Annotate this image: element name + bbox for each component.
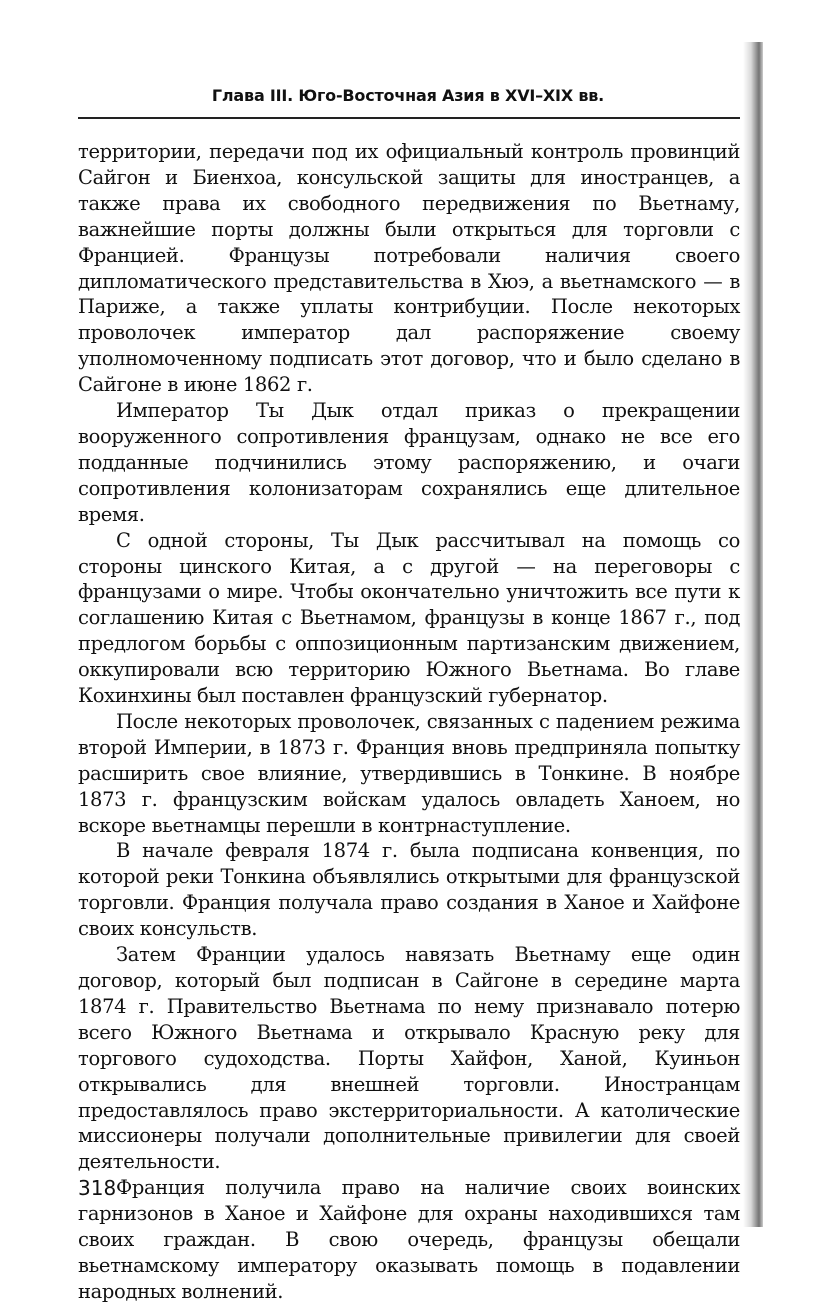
paragraph-5: В начале февраля 1874 г. была подписана конвенция, по которой реки Тонкина объявлялись открытыми для французской торговли. Франция получала право создания в Ханое и Хайфоне своих консульств. [78,839,740,941]
body-text [78,139,740,1305]
paragraph-2: Император Ты Дык отдал приказ о прекращении вооруженного сопротивления французам, однако не все его подданные подчинились этому распоряжению, и очаги сопротивления колонизаторам сохранялись еще длительное время. [78,399,740,526]
paragraph-3: С одной стороны, Ты Дык рассчитывал на помощь со стороны цинского Китая, а с другой — на переговоры с французами о мире. Чтобы окончательно уничтожить все пути к соглашению Китая с Вьетнамом, французы в конце 1867 г., под предлогом борьбы с оппозиционным партизанским движением, оккупировали всю территорию Южного Вьетнама. Во главе Кохинхины был поставлен французский губернатор. [78,528,740,708]
page-number: 318 [78,1176,117,1200]
paragraph-7: Франция получила право на наличие своих воинских гарнизонов в Ханое и Хайфоне для охраны находившихся там своих граждан. В свою очередь, французы обещали вьетнамскому императору оказывать помощь в подавлении народных волнений. [78,1176,740,1303]
running-head: Глава III. Юго-Восточная Азия в XVI–XIX вв. [211,86,605,105]
paragraph-4: После некоторых проволочек, связанных с падением режима второй Империи, в 1873 г. Франция вновь предприняла попытку расширить свое влияние, утвердившись в Тонкине. В ноябре 1873 г. французским войскам удалось овладеть Ханоем, но вскоре вьетнамцы перешли в контрнаступление. [78,709,740,837]
paragraph-1: территории, передачи под их официальный контроль провинций Сайгон и Биенхоа, консульской защиты для иностранцев, а также права их свободного передвижения по Вьетнаму, важнейшие порты должны были открыться для торговли с Францией. Французы потребовали наличия своего дипломатического представительства в Хюэ, а вьетнамского — в Париже, а также уплаты контрибуции. После некоторых проволочек император дал распоряжение своему уполномоченному подписать этот договор, что и было сделано в Сайгоне в июне 1862 г. [78,140,740,397]
header-rule [78,117,740,119]
scan-edge-shadow [743,42,763,1227]
paragraph-6: Затем Франции удалось навязать Вьетнаму еще один договор, который был подписан в Сайгоне в середине марта 1874 г. Правительство Вьетнама по нему признавало потерю всего Южного Вьетнама и открывало Красную реку для торгового судоходства. Порты Хайфон, Ханой, Куиньон открывались для внешней торговли. Иностранцам предоставлялось право экстерриториальности. А католические миссионеры получали дополнительные привилегии для своей деятельности. [78,943,740,1174]
